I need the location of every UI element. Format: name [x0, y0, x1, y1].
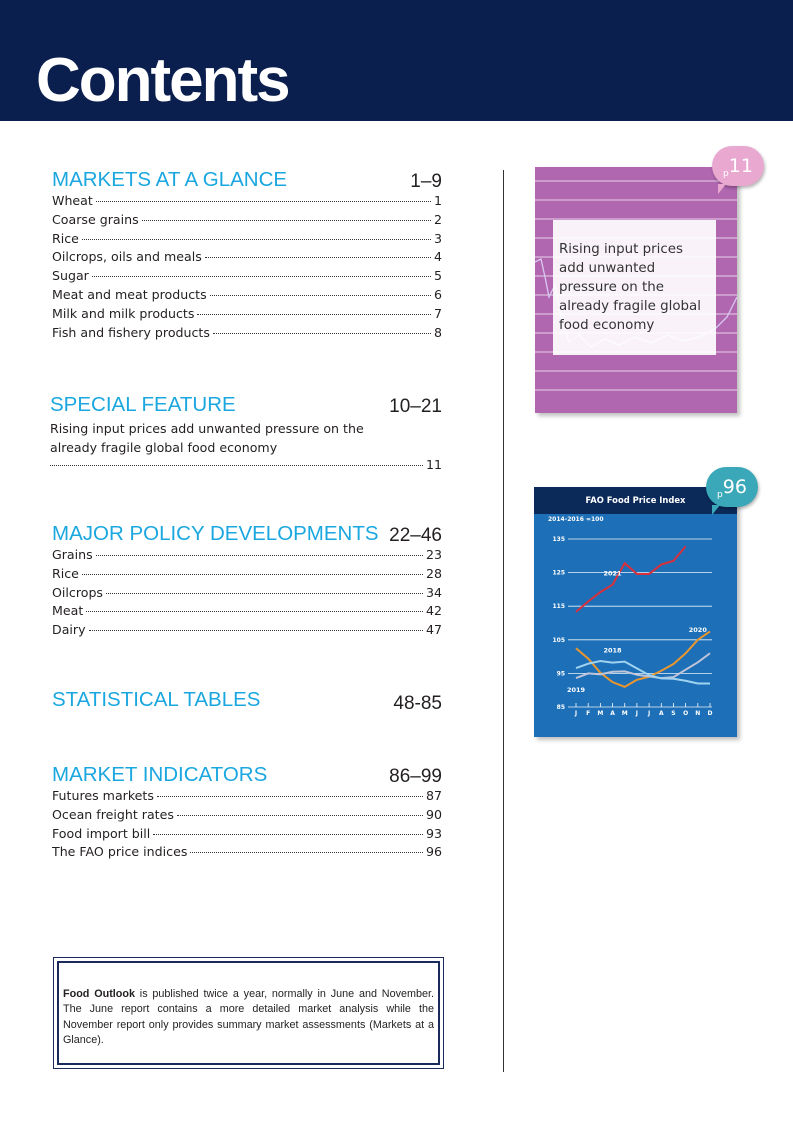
- toc-page: 8: [433, 324, 442, 340]
- x-tick-label: A: [658, 710, 664, 717]
- dot-leader: [96, 201, 431, 202]
- series-label: 2021: [603, 569, 622, 578]
- series-label: 2018: [603, 646, 622, 655]
- y-tick-label: 95: [556, 670, 565, 678]
- x-tick-label: J: [647, 710, 651, 717]
- toc-label: Meat: [52, 603, 84, 619]
- toc-label: Oilcrops, oils and meals: [52, 249, 202, 265]
- toc-page: 90: [425, 806, 442, 822]
- x-tick-label: D: [707, 710, 713, 717]
- y-tick-label: 115: [552, 603, 565, 611]
- series-line-2019: [576, 653, 710, 678]
- toc-page: 42: [425, 603, 442, 619]
- toc-page: 4: [433, 249, 442, 265]
- dot-leader: [92, 276, 431, 277]
- toc-item[interactable]: [52, 325, 442, 344]
- section-title[interactable]: SPECIAL FEATURE: [50, 393, 236, 416]
- section-pages: 86–99: [389, 766, 442, 787]
- toc-page: 34: [425, 584, 442, 600]
- toc-label: Oilcrops: [52, 584, 103, 600]
- chart-title: FAO Food Price Index: [534, 487, 737, 514]
- series-label: 2020: [688, 625, 707, 634]
- toc-item[interactable]: [52, 622, 442, 641]
- toc-item[interactable]: [52, 231, 442, 250]
- dot-leader: [190, 852, 423, 853]
- y-tick-label: 105: [552, 636, 565, 644]
- section-pages: 48-85: [393, 693, 442, 714]
- toc-item[interactable]: [52, 193, 442, 212]
- dot-leader: [86, 611, 423, 612]
- series-line-2018: [576, 661, 710, 684]
- feature-thumbnail[interactable]: [535, 167, 737, 413]
- price-index-thumbnail[interactable]: [534, 487, 737, 737]
- dot-leader: [213, 333, 431, 334]
- page-badge-prefix: p: [717, 490, 723, 500]
- toc-label: Milk and milk products: [52, 305, 195, 321]
- section-policy: [52, 521, 442, 641]
- x-tick-label: M: [621, 710, 628, 717]
- y-axis-label: 2014-2016 =100: [548, 516, 604, 523]
- toc-label: Food import bill: [52, 825, 151, 841]
- x-tick-label: J: [635, 710, 639, 717]
- x-tick-label: M: [597, 710, 604, 717]
- dot-leader: [106, 593, 423, 594]
- toc-item[interactable]: [52, 268, 442, 287]
- toc-label: Rice: [52, 230, 79, 246]
- toc-page: 23: [425, 547, 442, 562]
- toc-page: 47: [425, 622, 442, 638]
- publication-note: [53, 957, 444, 1069]
- page-badge[interactable]: [706, 467, 758, 507]
- toc-page: 93: [425, 825, 442, 841]
- toc-list: [52, 193, 442, 343]
- series-label: 2019: [566, 686, 586, 695]
- toc-label: Sugar: [52, 268, 89, 284]
- toc-item[interactable]: [52, 585, 442, 604]
- toc-label: Wheat: [52, 193, 93, 208]
- dot-leader: [50, 465, 423, 466]
- dot-leader: [82, 239, 431, 240]
- page-title: Contents: [36, 46, 289, 115]
- x-tick-label: A: [610, 710, 615, 717]
- dot-leader: [142, 220, 431, 221]
- y-tick-label: 85: [556, 704, 565, 711]
- section-title[interactable]: STATISTICAL TABLES: [52, 688, 261, 711]
- dot-leader: [177, 815, 423, 816]
- dot-leader: [210, 295, 431, 296]
- toc-label: Grains: [52, 547, 93, 562]
- section-tables: [52, 687, 442, 713]
- x-tick-label: J: [574, 710, 578, 717]
- toc-item[interactable]: [52, 287, 442, 306]
- page-badge-number: 96: [722, 476, 747, 498]
- toc-page: 11: [425, 457, 442, 472]
- toc-item[interactable]: [52, 249, 442, 268]
- note-title: Food Outlook: [63, 988, 135, 1000]
- toc-label: Meat and meat products: [52, 286, 207, 302]
- toc-item[interactable]: [52, 807, 442, 826]
- feature-thumbnail-caption: Rising input prices add unwanted pressure on the already fragile global food economy: [553, 220, 716, 355]
- x-tick-label: N: [695, 710, 701, 717]
- dot-leader: [153, 834, 423, 835]
- toc-page: 96: [425, 844, 442, 860]
- section-indicators: [52, 762, 442, 863]
- section-pages: 10–21: [389, 396, 442, 417]
- toc-list: [52, 547, 442, 641]
- bubble-tail: [718, 184, 726, 194]
- page-badge-prefix: p: [723, 169, 729, 179]
- price-index-chart: [534, 487, 737, 737]
- toc-list: [52, 788, 442, 863]
- dot-leader: [197, 314, 431, 315]
- toc-item[interactable]: [52, 547, 442, 566]
- dot-leader: [157, 796, 423, 797]
- toc-item[interactable]: [52, 603, 442, 622]
- toc-page: 7: [433, 305, 442, 321]
- x-tick-label: O: [683, 710, 689, 717]
- y-tick-label: 125: [552, 569, 565, 577]
- toc-item[interactable]: [52, 826, 442, 845]
- section-title[interactable]: MAJOR POLICY DEVELOPMENTS: [52, 522, 379, 545]
- dot-leader: [96, 555, 423, 556]
- toc-item[interactable]: [52, 566, 442, 585]
- toc-label: Ocean freight rates: [52, 806, 174, 822]
- toc-label: The FAO price indices: [52, 844, 188, 860]
- column-divider: [503, 170, 504, 1072]
- toc-item[interactable]: [52, 788, 442, 807]
- dot-leader: [205, 257, 431, 258]
- bubble-tail: [712, 505, 720, 515]
- toc-page: 2: [433, 211, 442, 227]
- toc-page: 28: [425, 565, 442, 581]
- feature-description: Rising input prices add unwanted pressure on the already fragile global food economy: [50, 421, 364, 455]
- section-feature: [50, 392, 442, 476]
- dot-leader: [82, 574, 423, 575]
- toc-label: Coarse grains: [52, 211, 139, 227]
- section-title[interactable]: MARKET INDICATORS: [52, 763, 268, 786]
- page-badge[interactable]: [712, 146, 764, 186]
- section-title[interactable]: MARKETS AT A GLANCE: [52, 168, 288, 191]
- x-tick-label: S: [671, 710, 676, 717]
- section-pages: 22–46: [389, 525, 442, 546]
- toc-item[interactable]: [52, 306, 442, 325]
- series-line-2021: [576, 546, 686, 612]
- toc-label: Rice: [52, 565, 79, 581]
- toc-label: Dairy: [52, 622, 86, 638]
- toc-page: 1: [433, 193, 442, 208]
- toc-item[interactable]: [52, 844, 442, 863]
- toc-item[interactable]: [52, 212, 442, 231]
- toc-label: Fish and fishery products: [52, 324, 210, 340]
- toc-page: 3: [433, 230, 442, 246]
- y-tick-label: 135: [552, 536, 565, 543]
- dot-leader: [89, 630, 423, 631]
- page-badge-number: 11: [728, 155, 753, 177]
- page-header: [0, 0, 793, 121]
- toc-label: Futures markets: [52, 788, 154, 803]
- toc-page: 87: [425, 788, 442, 803]
- x-tick-label: F: [586, 710, 591, 717]
- section-markets: [52, 167, 442, 343]
- note-text: is published twice a year, normally in June and November. The June report contains a more detailed market analysis while the November report only provides summary market assessments (Markets at a Glance).: [63, 988, 434, 1046]
- toc-page: 5: [433, 268, 442, 284]
- section-pages: 1–9: [410, 171, 442, 192]
- toc-item[interactable]: [50, 457, 442, 476]
- toc-page: 6: [433, 286, 442, 302]
